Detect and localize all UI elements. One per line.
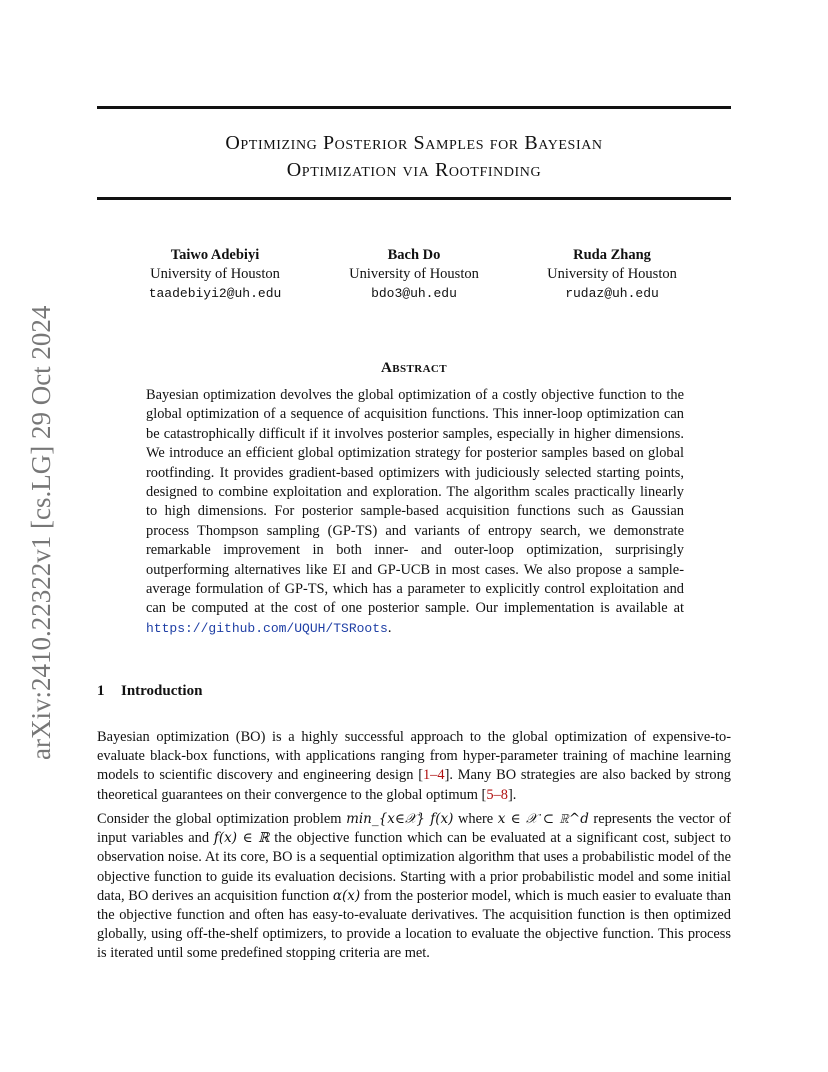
author-block bbox=[314, 246, 514, 303]
math-objective-real: f(x) ∈ ℝ bbox=[213, 830, 270, 847]
para-text: where bbox=[453, 811, 498, 827]
author-name: Ruda Zhang bbox=[573, 247, 651, 263]
para-text: Consider the global optimization problem bbox=[97, 811, 347, 827]
author-block bbox=[512, 246, 712, 303]
author-affiliation: University of Houston bbox=[349, 266, 479, 282]
math-acquisition: α(x) bbox=[332, 887, 361, 904]
section-title: Introduction bbox=[121, 683, 203, 699]
abstract-body bbox=[146, 386, 684, 638]
author-email[interactable]: rudaz@uh.edu bbox=[565, 286, 659, 301]
citation-link[interactable]: 1–4 bbox=[422, 767, 445, 784]
code-repo-link[interactable]: https://github.com/UQUH/TSRoots bbox=[146, 620, 388, 636]
intro-paragraph-2 bbox=[97, 810, 731, 964]
para-text: the objective function which can be evaluated at a significant cost, subject to observation noise. At its core, BO is a sequential optimization algorithm that uses a probabilistic model of the objective function to guide its evaluation decisions. Starting with a prior probabilistic model and some initial data, BO derives an acquisition function bbox=[97, 830, 731, 904]
citation-link[interactable]: 5–8 bbox=[486, 786, 508, 803]
para-text: from the posterior model, which is much easier to evaluate than the objective function and often has easy-to-evaluate derivatives. The acquisition function is then optimized globally, using off-the-shelf optimizers, to provide a location to evaluate the objective function. This process is iterated until some predefined stopping criteria are met. bbox=[97, 887, 732, 962]
para-text: Bayesian optimization (BO) is a highly successful approach to the global optimization of expensive-to-evaluate black-box functions, with applications ranging from hyper-parameter training of machine learning models to scientific discovery and engineering design [ bbox=[97, 729, 731, 784]
author-affiliation: University of Houston bbox=[150, 266, 280, 282]
intro-paragraph-1 bbox=[97, 728, 731, 805]
title-line-2: Optimization via Rootfinding bbox=[286, 159, 542, 181]
author-name: Taiwo Adebiyi bbox=[170, 247, 260, 263]
author-name: Bach Do bbox=[387, 247, 441, 263]
abstract-heading: Abstract bbox=[381, 360, 447, 376]
math-min-objective: min_{x∈𝒳} f(x) bbox=[346, 811, 454, 827]
author-block bbox=[115, 246, 315, 303]
para-text: ]. bbox=[507, 786, 517, 803]
author-email[interactable]: bdo3@uh.edu bbox=[371, 286, 457, 301]
para-text: ]. Many BO strategies are also backed by strong theoretical guarantees on their convergence to the global optimum [ bbox=[97, 767, 731, 803]
arxiv-sidebar-id: arXiv:2410.22322v1 [cs.LG] 29 Oct 2024 bbox=[26, 305, 56, 760]
abstract-link-suffix: . bbox=[387, 619, 392, 636]
title-line-1: Optimizing Posterior Samples for Bayesian bbox=[225, 132, 603, 154]
paper-title bbox=[97, 130, 731, 184]
author-affiliation: University of Houston bbox=[547, 266, 677, 282]
math-domain: x ∈ 𝒳 ⊂ ℝ^d bbox=[497, 811, 589, 827]
abstract-text: Bayesian optimization devolves the global optimization of a costly objective function to the global optimization of a sequence of acquisition functions. This inner-loop optimization can be catastrophically difficult if it involves posterior samples, especially in higher dimensions. We introduce an efficient global optimization strategy for posterior samples based on global rootfinding. It provides gradient-based optimizers with judiciously selected starting points, designed to combine exploitation and exploration. The algorithm scales practically linearly to high dimensions. For posterior sample-based acquisition functions such as Gaussian process Thompson sampling (GP-TS) and variants of entropy search, we demonstrate remarkable improvement in both inner- and outer-loop optimization, surprisingly outperforming alternatives like EI and GP-UCB in most cases. We also propose a sample-average formulation of GP-TS, which has a parameter to explicitly control exploitation and can be computed at the cost of one posterior sample. Our implementation is available at bbox=[146, 387, 684, 617]
section-number: 1 bbox=[97, 683, 105, 699]
title-bottom-rule bbox=[97, 197, 731, 200]
author-email[interactable]: taadebiyi2@uh.edu bbox=[148, 286, 282, 301]
para-text: represents the vector of input variables and bbox=[97, 811, 731, 847]
section-heading bbox=[97, 683, 202, 700]
title-top-rule bbox=[97, 106, 731, 109]
